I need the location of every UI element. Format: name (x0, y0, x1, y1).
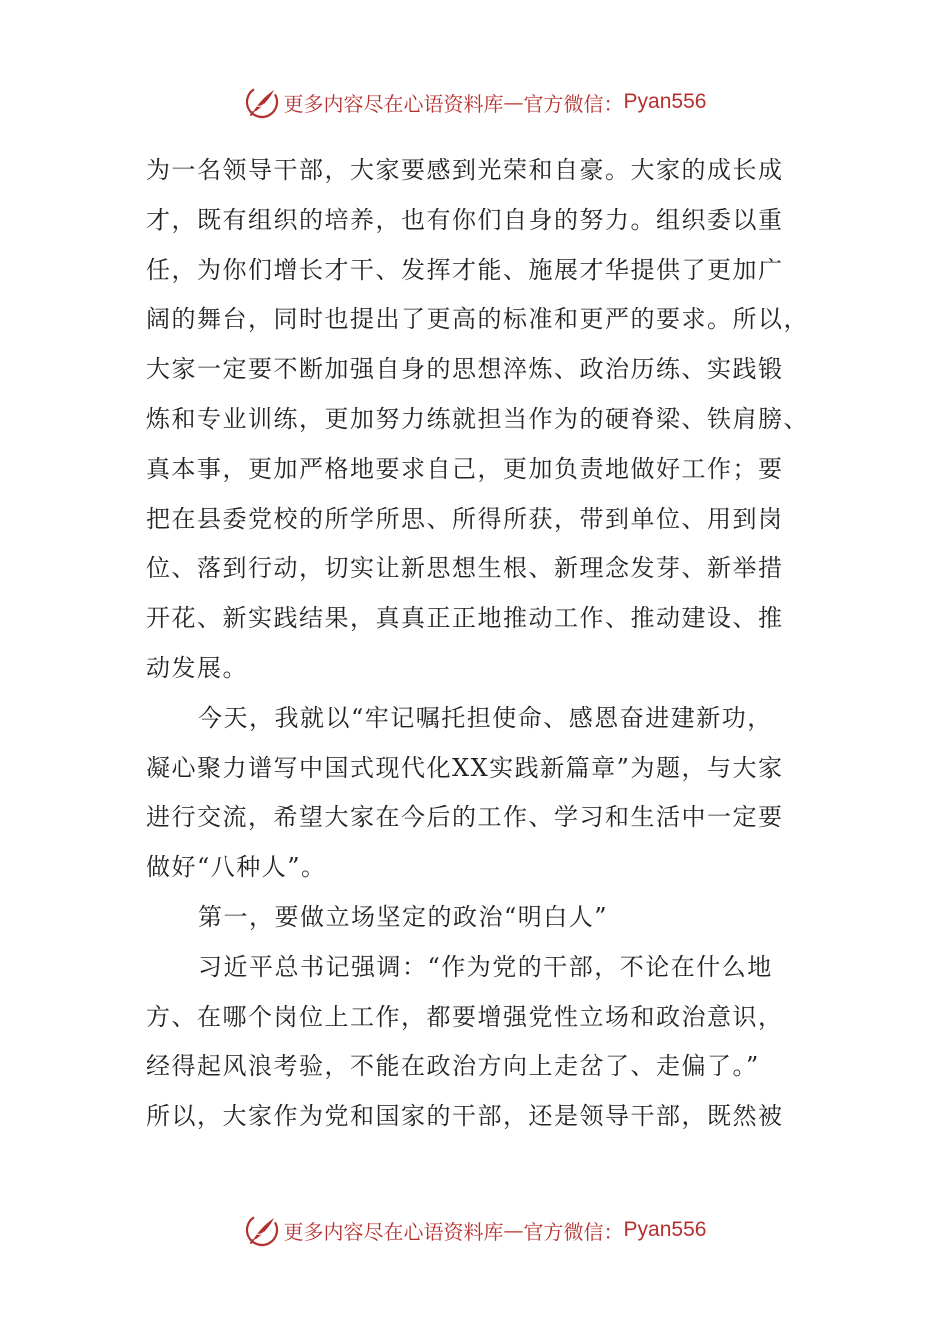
footer-banner (0, 1210, 950, 1250)
header-wechat-label: 官方微信： (523, 91, 624, 116)
body-line: 任，为你们增长才干、发挥才能、施展才华提供了更加广 (146, 255, 784, 284)
quill-pen-logo-icon (244, 1212, 280, 1248)
body-line: 阔的舞台，同时也提出了更高的标准和更严的要求。所以， (146, 305, 809, 334)
header-brand: 更多内容尽在心语资料库 (283, 91, 504, 116)
quill-pen-logo-icon (244, 84, 280, 120)
body-line: 所以，大家作为党和国家的干部，还是领导干部，既然被 (146, 1102, 784, 1131)
body-line: 把在县委党校的所学所思、所得所获，带到单位、用到岗 (146, 504, 784, 533)
footer-wechat-id: Pyan556 (623, 1218, 707, 1241)
footer-wechat-label: 官方微信： (523, 1219, 624, 1244)
body-line: 开花、新实践结果，真真正正地推动工作、推动建设、推 (146, 604, 784, 633)
section-heading: 第一，要做立场坚定的政治“明白人” (198, 902, 609, 931)
header-separator: — (503, 90, 524, 114)
body-line: 炼和专业训练，更加努力练就担当作为的硬脊梁、铁肩膀、 (146, 404, 809, 433)
body-line: 做好“八种人”。 (146, 853, 327, 882)
body-line-indented: 习近平总书记强调：“作为党的干部，不论在什么地 (198, 952, 773, 981)
body-line: 才，既有组织的培养，也有你们自身的努力。组织委以重 (146, 205, 784, 234)
body-line-indented: 今天，我就以“牢记嘱托担使命、感恩奋进建新功， (198, 703, 773, 732)
header-wechat-id: Pyan556 (623, 90, 707, 113)
body-line: 方、在哪个岗位上工作，都要增强党性立场和政治意识， (146, 1002, 784, 1031)
body-line: 进行交流，希望大家在今后的工作、学习和生活中一定要 (146, 803, 784, 832)
body-line: 经得起风浪考验，不能在政治方向上走岔了、走偏了。” (146, 1052, 760, 1081)
body-line: 动发展。 (146, 653, 248, 682)
body-line: 真本事，更加严格地要求自己，更加负责地做好工作；要 (146, 454, 784, 483)
footer-separator: — (503, 1218, 524, 1242)
body-line: 大家一定要不断加强自身的思想淬炼、政治历练、实践锻 (146, 355, 784, 384)
body-line: 凝心聚力谱写中国式现代化XX实践新篇章”为题，与大家 (146, 753, 784, 782)
footer-brand: 更多内容尽在心语资料库 (283, 1219, 504, 1244)
document-body (146, 146, 809, 1142)
header-banner (0, 82, 950, 122)
body-line: 为一名领导干部，大家要感到光荣和自豪。大家的成长成 (146, 156, 784, 184)
body-line: 位、落到行动，切实让新思想生根、新理念发芽、新举措 (146, 554, 784, 583)
